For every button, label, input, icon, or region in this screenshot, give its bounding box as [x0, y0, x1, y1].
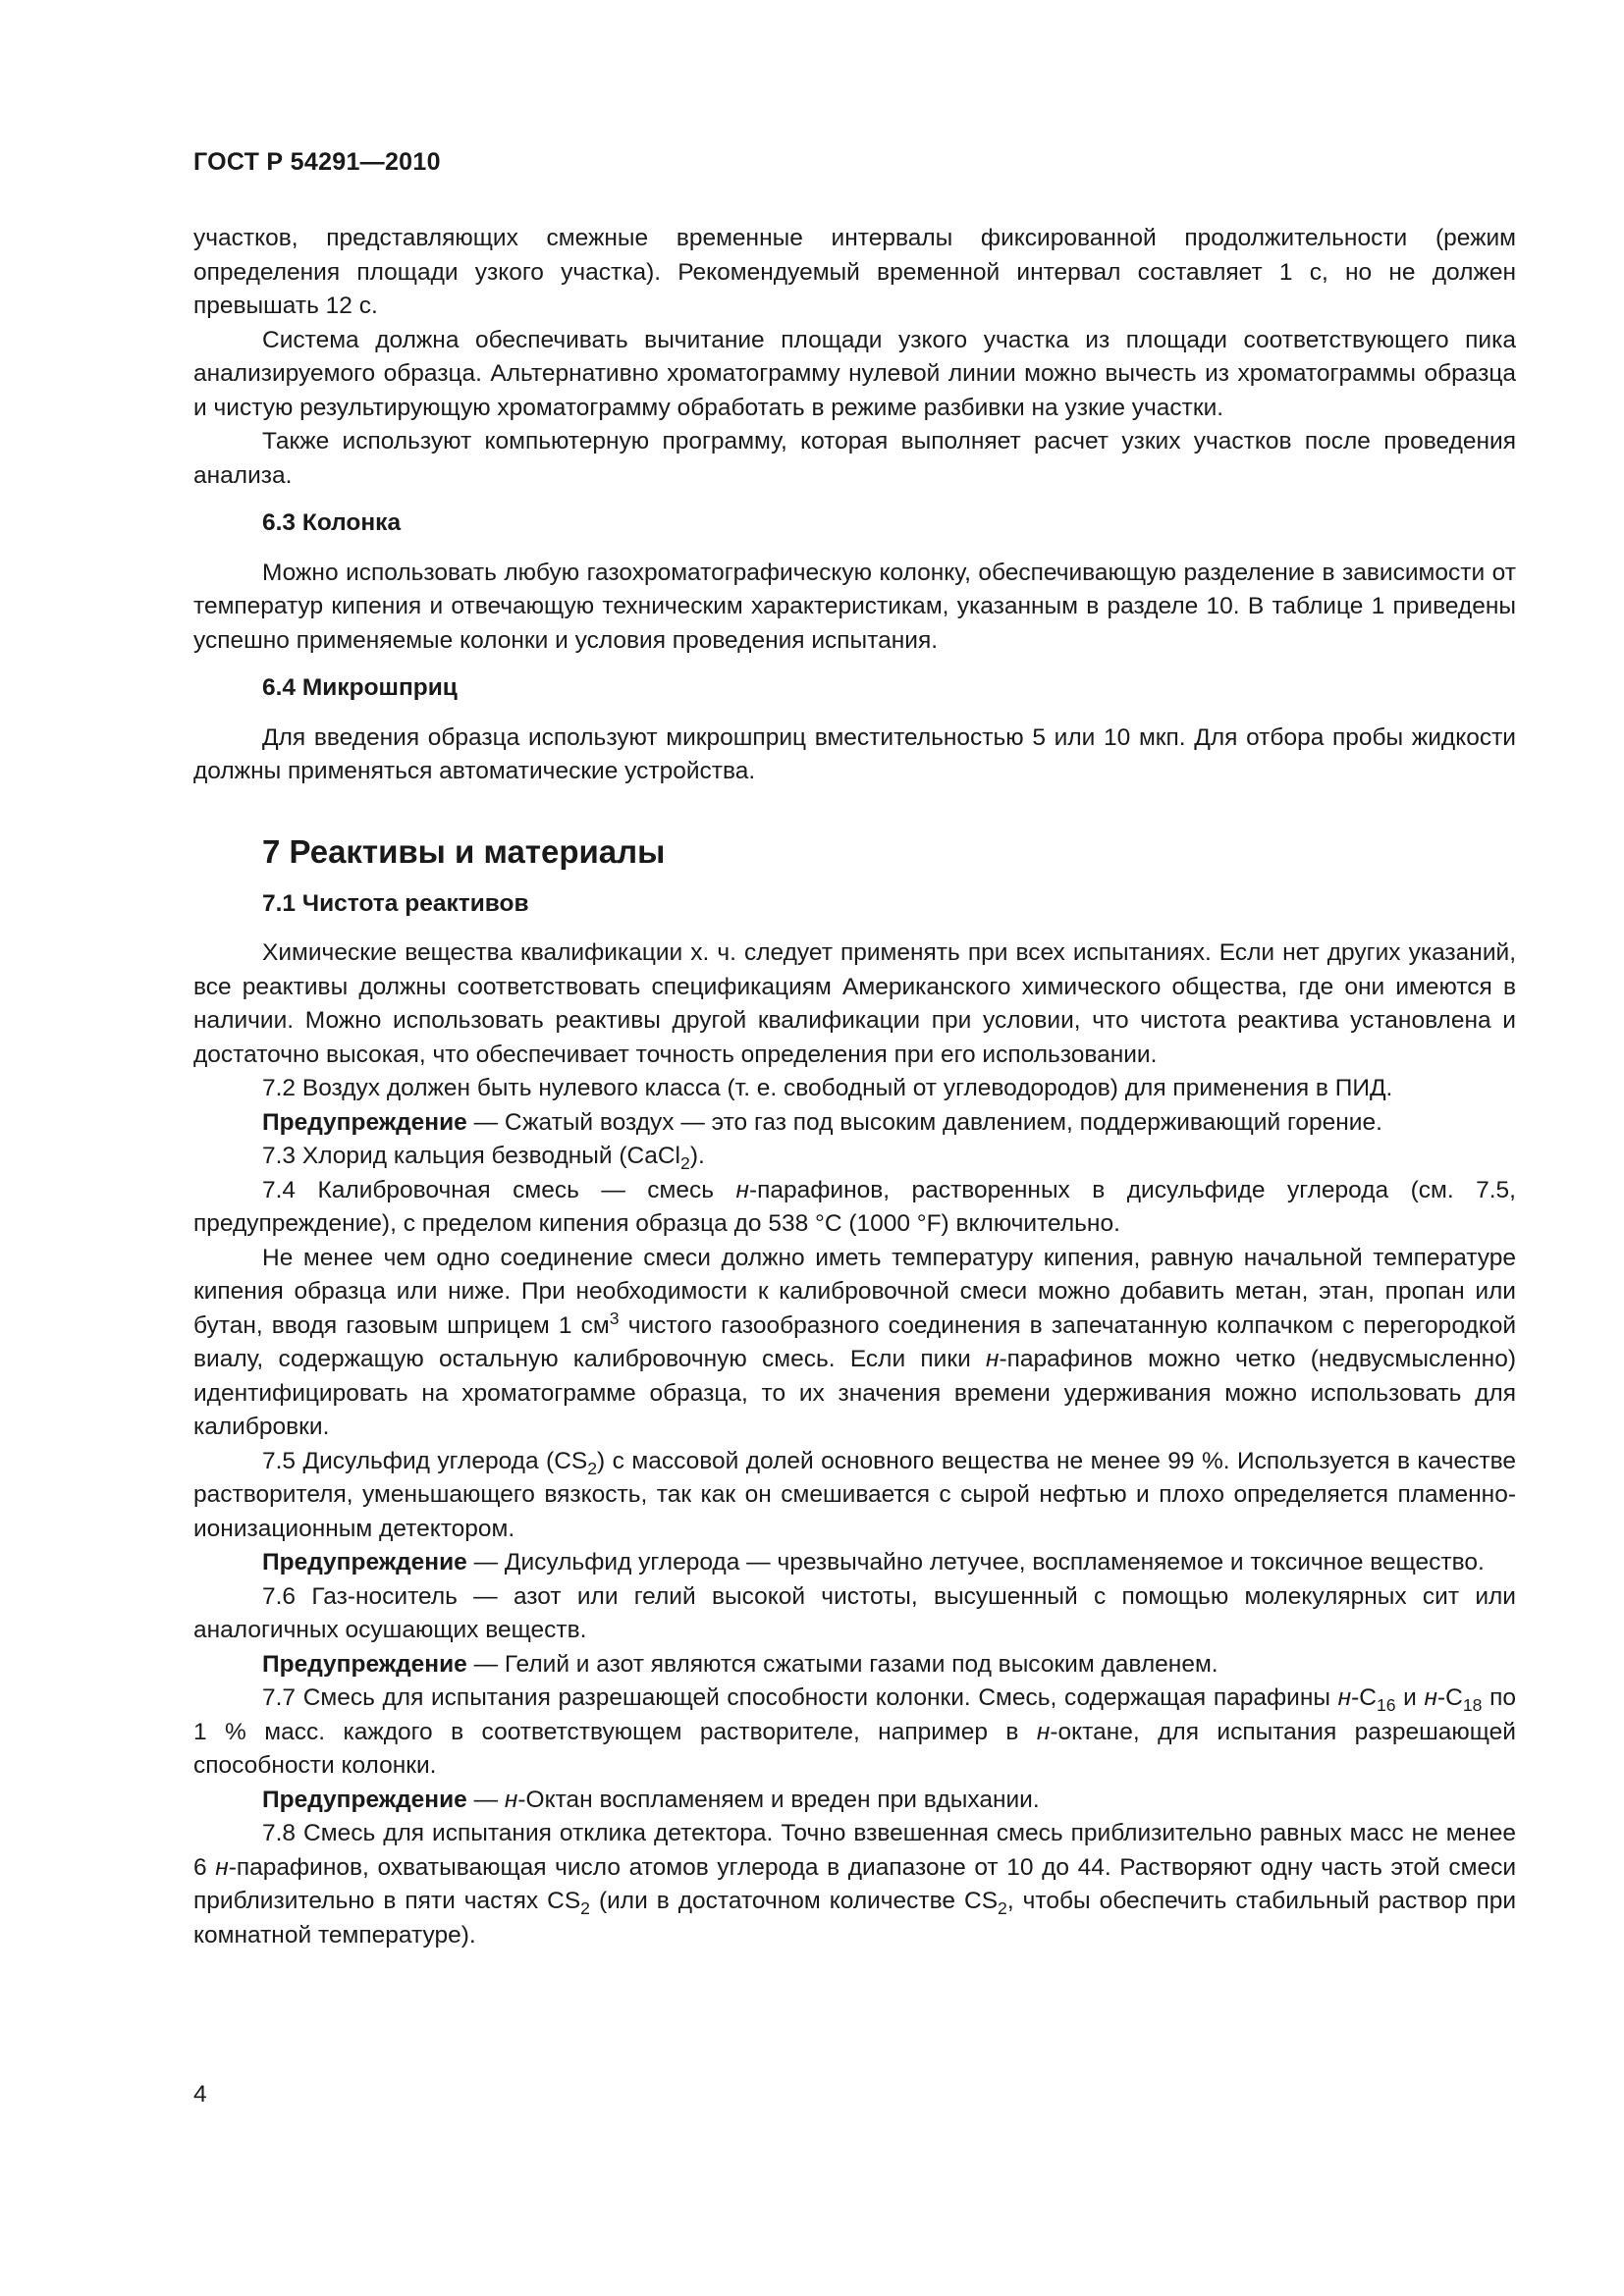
paragraph: Не менее чем одно соединение смеси должно иметь температуру кипения, равную начальной температуре кипения образца или ниже. При необходимости к калибровочной смеси можно добавить метан, этан, пропан или бутан, вводя газовым шприцем 1 $см^3$ чистого газообразного соединения в запечатанную колпачком с перегородкой виалу, содержащую остальную калибровочную смесь. Если пики н-парафинов можно четко (недвусмысленно) идентифицировать на хроматограмме образца, то их значения времени удерживания можно использовать для калибровки. — [193, 1244, 1517, 1440]
paragraph: 7.4 Калибровочная смесь — смесь н-парафинов, растворенных в дисульфиде углерода (см. 7.5, предупреждение), с пределом кипения образца до 538 °С (1000 °F) включительно. — [193, 1176, 1516, 1237]
section-heading-7-1: 7.1 Чистота реактивов — [262, 889, 529, 917]
paragraph: 7.3 Хлорид кальция безводный (CaCl$_2$). — [262, 1143, 705, 1173]
paragraph: 7.8 Смесь для испытания отклика детектора. Точно взвешенная смесь приблизительно равных масс не менее 6 н-парафинов, охватывающая число атомов углерода в диапазоне от 10 до 44. Растворяют одну часть этой смеси приблизительно в пяти частях $CS_2$ (или в достаточном количестве $CS_2$, чтобы обеспечить стабильный раствор при комнатной температуре). — [193, 1820, 1517, 1949]
section-heading-6-4: 6.4 Микрошприц — [262, 674, 458, 701]
warning-label: Предупреждение — [262, 1786, 467, 1813]
paragraph: 7.2 Воздух должен быть нулевого класса (т. е. свободный от углеводородов) для применения в ПИД. — [262, 1075, 1393, 1101]
document-body — [193, 222, 1516, 1952]
warning-paragraph: Предупреждение — Сжатый воздух — это газ под высоким давлением, поддерживающий горение. — [262, 1108, 1382, 1136]
section-heading-6-3: 6.3 Колонка — [262, 509, 402, 536]
warning-label: Предупреждение — [262, 1650, 467, 1678]
warning-paragraph: Предупреждение — Гелий и азот являются сжатыми газами под высоким давленем. — [262, 1650, 1218, 1678]
warning-paragraph: Предупреждение — Дисульфид углерода — чрезвычайно летучее, воспламеняемое и токсичное вещество. — [262, 1549, 1485, 1575]
document-code: ГОСТ Р 54291—2010 — [193, 148, 441, 176]
page-number: 4 — [193, 2081, 207, 2108]
paragraph: Система должна обеспечивать вычитание площади узкого участка из площади соответствующего пика анализируемого образца. Альтернативно хроматограмму нулевой линии можно вычесть из хроматограммы образца и чистую результирующую хроматограмму обработать в режиме разбивки на узкие участки. — [193, 326, 1516, 421]
paragraph: Можно использовать любую газохроматографическую колонку, обеспечивающую разделение в зависимости от температур кипения и отвечающую техническим характеристикам, указанным в разделе 10. В таблице 1 приведены успешно применяемые колонки и условия проведения испытания. — [193, 559, 1516, 654]
paragraph: участков, представляющих смежные временные интервалы фиксированной продолжительности (режим определения площади узкого участка). Рекомендуемый временной интервал составляет 1 с, но не должен превышать 12 с. — [193, 225, 1516, 319]
warning-label: Предупреждение — [262, 1108, 467, 1136]
paragraph: 7.6 Газ-носитель — азот или гелий высокой чистоты, высушенный с помощью молекулярных сит или аналогичных осушающих веществ. — [193, 1582, 1516, 1643]
paragraph: Для введения образца используют микрошприц вместительностью 5 или 10 мкп. Для отбора пробы жидкости должны применяться автоматические устройства. — [193, 723, 1516, 784]
section-heading-7: 7 Реактивы и материалы — [262, 832, 666, 870]
paragraph: 7.5 Дисульфид углерода $(CS_2)$ с массовой долей основного вещества не менее 99 %. Используется в качестве растворителя, уменьшающего вязкость, так как он смешивается с сырой нефтью и плохо определяется пламенно-ионизационным детектором. — [193, 1447, 1516, 1542]
warning-label: Предупреждение — [262, 1549, 467, 1575]
paragraph: Химические вещества квалификации х. ч. следует применять при всех испытаниях. Если нет других указаний, все реактивы должны соответствовать спецификациям Американского химического общества, где они имеются в наличии. Можно использовать реактивы другой квалификации при условии, что чистота реактива установлена и достаточно высокая, что обеспечивает точность определения при его использовании. — [193, 939, 1516, 1068]
paragraph: 7.7 Смесь для испытания разрешающей способности колонки. Смесь, содержащая парафины $н-С_{16}$ и $н-С_{18}$ по 1 % масс. каждого в соответствующем растворителе, например в н-октане, для испытания разрешающей способности колонки. — [193, 1684, 1516, 1779]
paragraph: Также используют компьютерную программу, которая выполняет расчет узких участков после проведения анализа. — [193, 428, 1516, 489]
warning-paragraph: Предупреждение — н-Октан воспламеняем и вреден при вдыхании. — [262, 1786, 1040, 1813]
